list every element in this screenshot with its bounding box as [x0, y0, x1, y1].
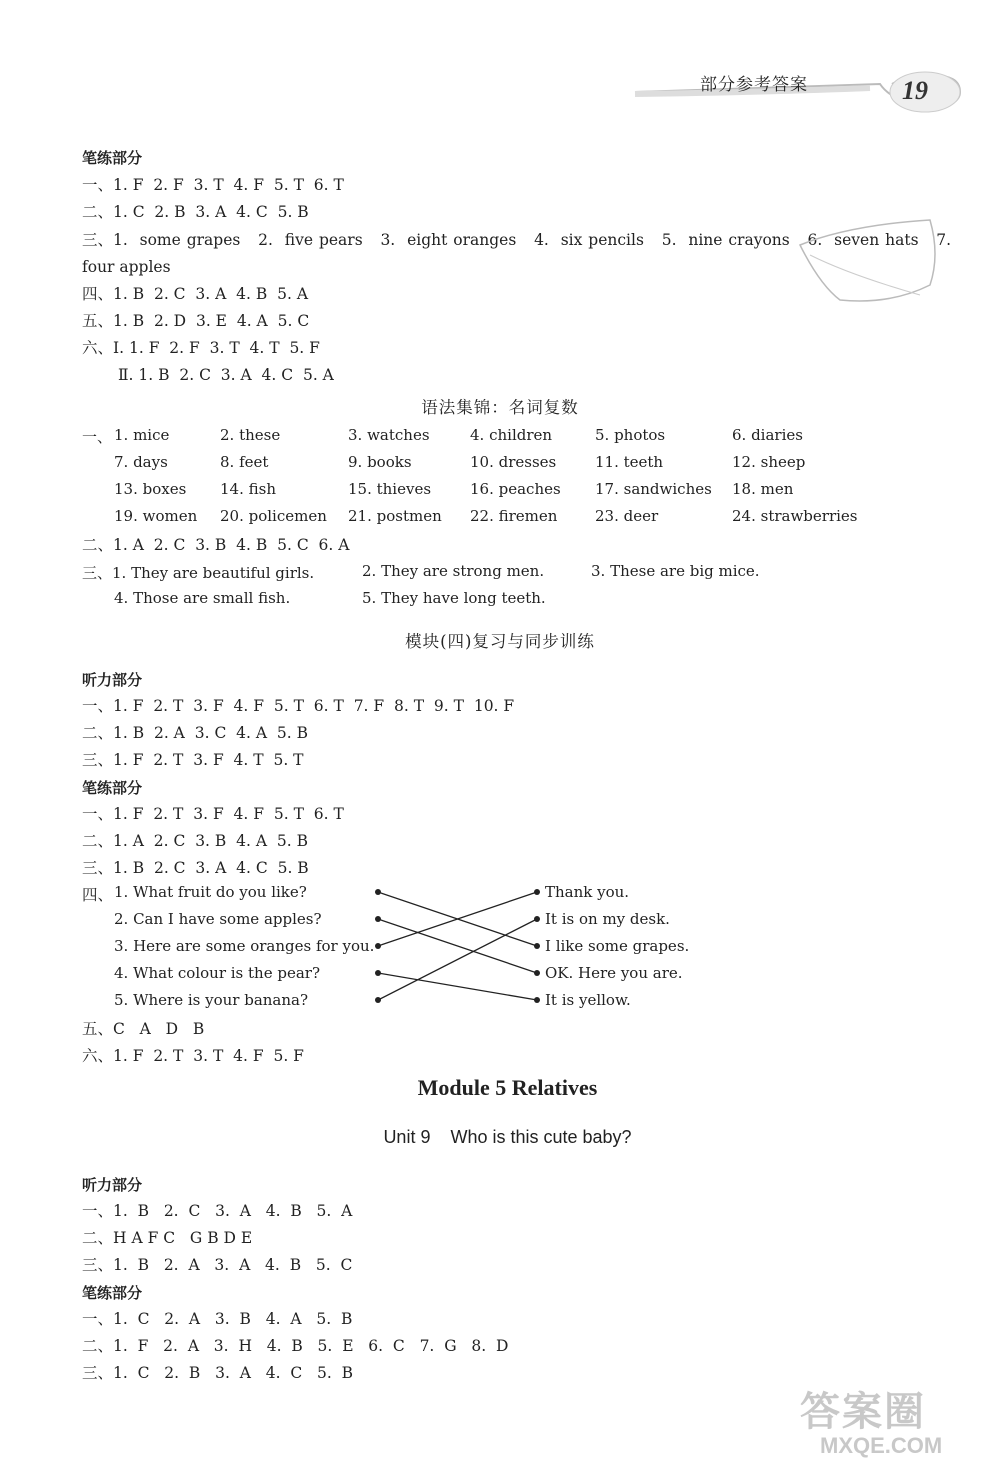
match-left-item: 3. Here are some oranges for you. — [114, 937, 375, 955]
grammar-item: 11. teeth — [595, 453, 664, 471]
grammar-item: 4. children — [470, 426, 553, 444]
answer-line: 五、C A D B — [82, 1020, 205, 1038]
grammar-item: 5. photos — [595, 426, 666, 444]
grammar-item: 1. mice — [114, 426, 170, 444]
answer-line: 二、1. C 2. B 3. A 4. C 5. B — [82, 203, 309, 221]
grammar-item: 10. dresses — [470, 453, 557, 471]
section-heading: 笔练部分 — [82, 779, 143, 797]
module5-title: Module 5 Relatives — [417, 1075, 598, 1100]
answer-line: 六、Ⅰ. 1. F 2. F 3. T 4. T 5. F — [82, 339, 320, 357]
match-connector — [378, 919, 537, 1000]
grammar-item: 13. boxes — [114, 480, 187, 498]
grammar-item: 22. firemen — [470, 507, 558, 525]
match-right-item: Thank you. — [545, 883, 630, 901]
section-heading: 笔练部分 — [82, 1284, 143, 1302]
grammar-item: 16. peaches — [470, 480, 561, 498]
grammar-item: 17. sandwiches — [595, 480, 712, 498]
grammar-item: 24. strawberries — [732, 507, 858, 525]
match-prefix: 四、 — [82, 886, 114, 904]
match-right-item: OK. Here you are. — [545, 964, 683, 982]
row-prefix: 一、 — [82, 428, 113, 446]
match-left-item: 5. Where is your banana? — [114, 991, 309, 1009]
grammar-item: 21. postmen — [348, 507, 442, 525]
grammar-item: 7. days — [114, 453, 168, 471]
answer-line: 三、1. B 2. A 3. A 4. B 5. C — [82, 1256, 353, 1274]
answer-line: 四、1. B 2. C 3. A 4. B 5. A — [82, 285, 309, 303]
match-right-item: It is yellow. — [545, 991, 631, 1009]
grammar-item: 20. policemen — [220, 507, 327, 525]
sentence: 5. They have long teeth. — [362, 589, 546, 607]
sentence: 三、1. They are beautiful girls. — [82, 564, 315, 582]
sentence: 4. Those are small fish. — [114, 589, 291, 607]
answer-line: 二、1. F 2. A 3. H 4. B 5. E 6. C 7. G 8. D — [82, 1337, 509, 1355]
answer-line: four apples — [82, 258, 171, 276]
answer-line: 二、1. A 2. C 3. B 4. A 5. B — [82, 832, 309, 850]
grammar-item: 14. fish — [220, 480, 276, 498]
header-title: 部分参考答案 — [700, 75, 808, 95]
section-heading: 听力部分 — [82, 1176, 143, 1194]
match-left-item: 2. Can I have some apples? — [114, 910, 322, 928]
answer-line: 三、1. B 2. C 3. A 4. C 5. B — [82, 859, 309, 877]
grammar-item: 12. sheep — [732, 453, 806, 471]
answer-line: 三、1. some grapes 2. five pears 3. eight oranges 4. six pencils 5. nine crayons 6. seven hats 7. — [82, 231, 952, 249]
watermark-en: MXQE.COM — [820, 1433, 943, 1458]
answer-line: 二、1. B 2. A 3. C 4. A 5. B — [82, 724, 309, 742]
grammar-item: 18. men — [732, 480, 794, 498]
match-right-item: It is on my desk. — [545, 910, 670, 928]
answer-line: Ⅱ. 1. B 2. C 3. A 4. C 5. A — [118, 366, 334, 384]
grammar-item: 2. these — [220, 426, 281, 444]
section-heading: 笔练部分 — [82, 149, 143, 167]
answer-line: 一、1. F 2. F 3. T 4. F 5. T 6. T — [82, 176, 344, 194]
match-left-item: 4. What colour is the pear? — [114, 964, 320, 982]
answer-line: 二、1. A 2. C 3. B 4. B 5. C 6. A — [82, 536, 350, 554]
answer-line: 一、1. C 2. A 3. B 4. A 5. B — [82, 1310, 353, 1328]
grammar-item: 9. books — [348, 453, 412, 471]
answer-line: 三、1. C 2. B 3. A 4. C 5. B — [82, 1364, 354, 1382]
sentence: 2. They are strong men. — [362, 562, 545, 580]
grammar-title: 语法集锦：名词复数 — [421, 398, 579, 417]
watermark-cn: 答案圈 — [800, 1390, 926, 1434]
answer-line: 一、1. F 2. T 3. F 4. F 5. T 6. T 7. F 8. T 9. T 10. F — [82, 697, 515, 715]
answer-line: 一、1. F 2. T 3. F 4. F 5. T 6. T — [82, 805, 344, 823]
grammar-item: 6. diaries — [732, 426, 803, 444]
answer-line: 三、1. F 2. T 3. F 4. T 5. T — [82, 751, 304, 769]
answer-line: 六、1. F 2. T 3. T 4. F 5. F — [82, 1047, 304, 1065]
grammar-item: 8. feet — [220, 453, 269, 471]
watermark-logo — [800, 1380, 990, 1460]
answer-line: 二、H A F C G B D E — [82, 1229, 253, 1247]
match-connector — [378, 919, 537, 973]
match-left-item: 1. What fruit do you like? — [114, 883, 307, 901]
grammar-item: 3. watches — [348, 426, 430, 444]
section-heading: 听力部分 — [82, 671, 143, 689]
match-right-item: I like some grapes. — [545, 937, 690, 955]
grammar-item: 15. thieves — [348, 480, 432, 498]
match-connector — [378, 973, 537, 1000]
grammar-item: 19. women — [114, 507, 198, 525]
answer-line: 五、1. B 2. D 3. E 4. A 5. C — [82, 312, 310, 330]
sentence: 3. These are big mice. — [591, 562, 760, 580]
grammar-item: 23. deer — [595, 507, 659, 525]
answer-line: 一、1. B 2. C 3. A 4. B 5. A — [82, 1202, 353, 1220]
page-number: 19 — [902, 76, 928, 105]
module4-title: 模块(四)复习与同步训练 — [405, 632, 595, 651]
unit-title: Unit 9 Who is this cute baby? — [383, 1127, 632, 1147]
